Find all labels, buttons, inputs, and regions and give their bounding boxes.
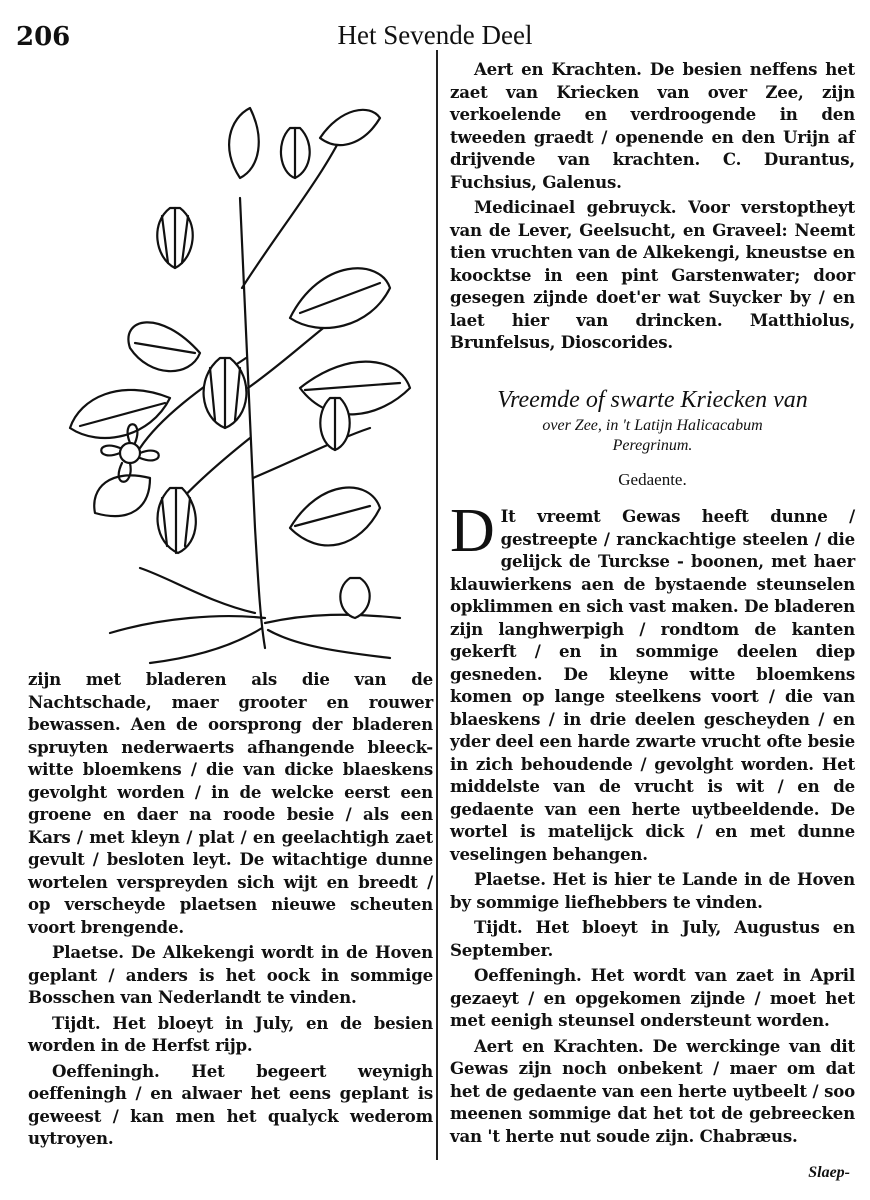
running-title: Het Sevende Deel	[337, 20, 533, 50]
catchword: Slaep-	[808, 1164, 850, 1181]
right-paragraph-aert-en-krachten: Aert en Krachten. De besien neffens het zaet van Kriecken van over Zee, zijn verkoelende en verdroogende in den tweeden graedt / openende en den Urijn af drijvende van krachten. C. Durantus, Fuchsius, Galenus.	[450, 59, 855, 192]
right-paragraph-plaetse: Plaetse. Het is hier te Lande in de Hoven by sommige liefhebbers te vinden.	[450, 869, 855, 912]
section-latin-name: over Zee, in 't Latijn Halicacabum	[542, 417, 763, 434]
left-paragraph-1: zijn met bladeren als die van de Nachtschade, maer grooter en rouwer bewassen. Aen de oorsprong der bladeren spruyten nederwaerts afhangende bleeck-witte bloemkens / die van dicke blaeskens gevolght worden / in de welcke eerst een groene en daer na roode besie / als een Kars / met kleyn / plat / en geelachtigh zaet gevult / besloten leyt. De witachtige dunne wortelen verspreyden sich wijt en breedt / op verscheyde plaetsen nieuwe scheuten voort brengende.	[28, 669, 433, 937]
gedaente-subheading: Gedaente.	[618, 470, 687, 489]
right-paragraph-gedaente	[450, 497, 855, 865]
section-title: Vreemde of swarte Kriecken van	[497, 387, 808, 413]
left-paragraph-tijdt: Tijdt. Het bloeyt in July, en de besien worden in de Herfst rijp.	[28, 1012, 433, 1055]
left-paragraph-plaetse: Plaetse. De Alkekengi wordt in de Hoven geplant / anders is het oock in sommige Bosschen van Nederlandt te vinden.	[28, 942, 433, 1007]
gedaente-text: It vreemt Gewas heeft dunne / gestreepte / ranckachtige steelen / die gelijck de Turckse - boonen, met haer klauwierkens aen de bystaende steunselen opklimmen en sich vast maken. De bladeren zijn langhwerpigh / rondtom de kanten gekerft / en in sommige deelen diep gesneden. De kleyne witte bloemkens komen op lange steelkens voort / die van blaeskens / in drie deelen gescheyden / en yder deel een harde zwarte vrucht ofte besie in zich behoudende / gevolght worden. Het middelste van de vrucht is wit / en de gedaente van een herte uytbeeldende. De wortel is matelijck dick / en met dunne veselingen behangen.	[450, 506, 855, 864]
left-column-text	[28, 668, 433, 1150]
left-paragraph-oeffeningh: Oeffeningh. Het begeert weynigh oeffeningh / en alwaer het eens geplant is geweest / kan men het qualyck wederom uytroyen.	[28, 1060, 433, 1148]
woodcut-plant-illustration	[50, 58, 430, 668]
page-number: 206	[16, 22, 71, 52]
right-paragraph-oeffeningh: Oeffeningh. Het wordt van zaet in April gezaeyt / en opgekomen zijnde / moet het met eenigh steunsel ondersteunt worden.	[450, 965, 855, 1030]
section-heading	[450, 386, 855, 456]
drop-cap: D	[450, 497, 495, 565]
page-header	[0, 14, 870, 54]
right-column-bottom-text	[450, 497, 855, 1147]
right-paragraph-tijdt: Tijdt. Het bloeyt in July, Augustus en September.	[450, 917, 855, 960]
right-column-top-text	[450, 58, 855, 354]
right-paragraph-medicinael: Medicinael gebruyck. Voor verstoptheyt van de Lever, Geelsucht, en Graveel: Neemt tien vruchten van de Alkekengi, kneustse en koocktse in een pint Garstenwater; door gesegen zijnde doet'er wat Suycker by / en laet hier van drincken. Matthiolus, Brunfelsus, Dioscorides.	[450, 197, 855, 352]
column-divider	[436, 50, 438, 1160]
section-latin-name-cont: Peregrinum.	[612, 437, 693, 454]
right-paragraph-aert-en-krachten-2: Aert en Krachten. De werckinge van dit Gewas zijn noch onbekent / maer om dat het de gedaente van een herte uytbeelt / soo meenen sommige dat het tot de gebreecken van 't herte nut soude zijn. Chabræus.	[450, 1035, 855, 1146]
